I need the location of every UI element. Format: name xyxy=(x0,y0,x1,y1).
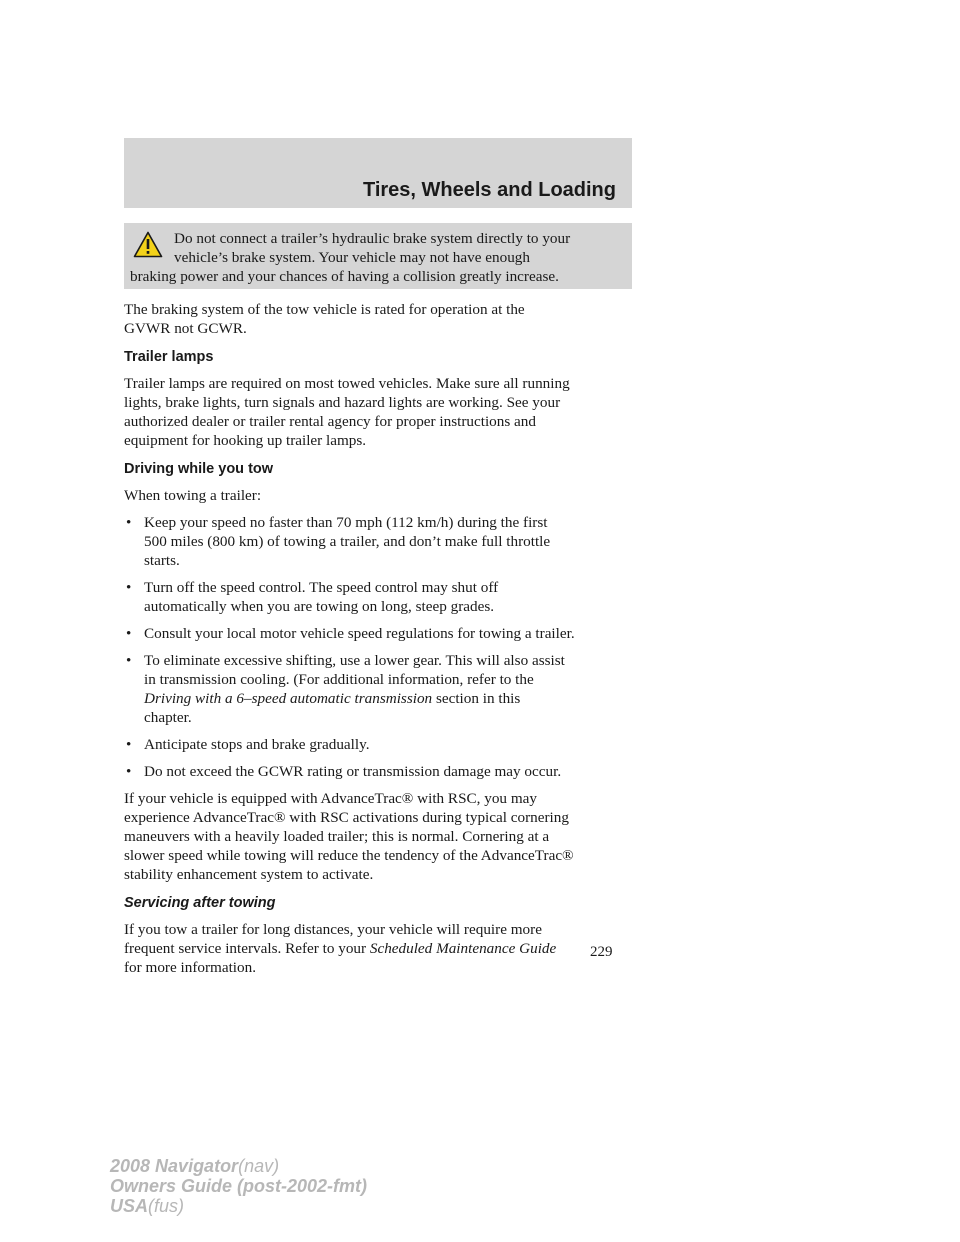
warning-text xyxy=(130,229,626,286)
heading-servicing-after-towing: Servicing after towing xyxy=(124,895,276,911)
text-line: starts. xyxy=(144,552,180,569)
cross-reference-title: Driving with a 6–speed automatic transmission xyxy=(144,690,433,707)
text-line: The braking system of the tow vehicle is rated for operation at the xyxy=(124,301,525,318)
footer-line xyxy=(110,1156,367,1176)
text-line: stability enhancement system to activate. xyxy=(124,866,374,883)
page-number: 229 xyxy=(590,944,613,960)
bullet-mark: • xyxy=(126,625,132,642)
footer-guide: Owners Guide (post-2002-fmt) xyxy=(110,1176,368,1196)
text-line: Turn off the speed control. The speed control may shut off xyxy=(144,579,499,596)
text-line: GVWR not GCWR. xyxy=(124,320,247,337)
intro-paragraph xyxy=(124,300,644,338)
footer-code: (nav) xyxy=(238,1156,280,1176)
text-line: Do not exceed the GCWR rating or transmission damage may occur. xyxy=(144,763,562,780)
heading-driving-while-you-tow: Driving while you tow xyxy=(124,461,274,477)
text-line: authorized dealer or trailer rental agency for proper instructions and xyxy=(124,413,536,430)
warning-line: braking power and your chances of having a collision greatly increase. xyxy=(130,268,559,285)
trailer-lamps-paragraph xyxy=(124,374,644,450)
footer-line xyxy=(110,1176,367,1196)
list-item xyxy=(124,578,644,616)
text-line: lights, brake lights, turn signals and hazard lights are working. See your xyxy=(124,394,561,411)
list-item xyxy=(124,624,644,643)
heading-trailer-lamps: Trailer lamps xyxy=(124,349,214,365)
text-line: equipment for hooking up trailer lamps. xyxy=(124,432,367,449)
towing-bullet-list xyxy=(124,513,644,781)
text-line: Anticipate stops and brake gradually. xyxy=(144,736,370,753)
text-line: automatically when you are towing on long, steep grades. xyxy=(144,598,495,615)
text-line: Consult your local motor vehicle speed regulations for towing a trailer. xyxy=(144,625,575,642)
cross-reference-title: Scheduled Maintenance Guide xyxy=(369,940,557,957)
text-line: If your vehicle is equipped with AdvanceTrac® with RSC, you may xyxy=(124,790,537,807)
footer-model: 2008 Navigator xyxy=(110,1156,239,1176)
bullet-mark: • xyxy=(126,514,132,531)
list-item xyxy=(124,651,644,727)
bullet-mark: • xyxy=(126,736,132,753)
text-line: Keep your speed no faster than 70 mph (112 km/h) during the first xyxy=(144,514,548,531)
section-title: Tires, Wheels and Loading xyxy=(362,179,616,201)
text-line: maneuvers with a heavily loaded trailer; this is normal. Cornering at a xyxy=(124,828,550,845)
section-header-band xyxy=(124,138,632,208)
driving-intro: When towing a trailer: xyxy=(124,487,262,504)
footer-market: USA xyxy=(110,1196,149,1216)
footer-line xyxy=(110,1196,367,1216)
list-item xyxy=(124,762,644,781)
text-line xyxy=(124,939,644,958)
list-item xyxy=(124,513,644,570)
footer-code: (fus) xyxy=(148,1196,185,1216)
bullet-mark: • xyxy=(126,652,132,669)
advancetrac-paragraph xyxy=(124,789,644,884)
warning-box xyxy=(124,223,632,289)
text-line: Trailer lamps are required on most towed vehicles. Make sure all running xyxy=(124,375,570,392)
text-fragment: frequent service intervals. Refer to your xyxy=(124,940,367,957)
warning-line: vehicle’s brake system. Your vehicle may not have enough xyxy=(174,249,530,266)
bullet-mark: • xyxy=(126,763,132,780)
text-line: slower speed while towing will reduce the tendency of the AdvanceTrac® xyxy=(124,847,574,864)
text-line xyxy=(144,689,644,708)
page-content xyxy=(124,300,644,987)
bullet-mark: • xyxy=(126,579,132,596)
text-line: 500 miles (800 km) of towing a trailer, and don’t make full throttle xyxy=(144,533,551,550)
text-fragment: section in this xyxy=(435,690,521,707)
servicing-paragraph xyxy=(124,920,644,977)
text-line: experience AdvanceTrac® with RSC activations during typical cornering xyxy=(124,809,569,826)
text-line: chapter. xyxy=(144,709,192,726)
text-line: for more information. xyxy=(124,959,257,976)
document-footer xyxy=(110,1156,367,1216)
text-line: To eliminate excessive shifting, use a lower gear. This will also assist xyxy=(144,652,565,669)
text-line: If you tow a trailer for long distances, your vehicle will require more xyxy=(124,921,542,938)
warning-line: Do not connect a trailer’s hydraulic brake system directly to your xyxy=(174,230,571,247)
text-line: in transmission cooling. (For additional information, refer to the xyxy=(144,671,534,688)
list-item xyxy=(124,735,644,754)
